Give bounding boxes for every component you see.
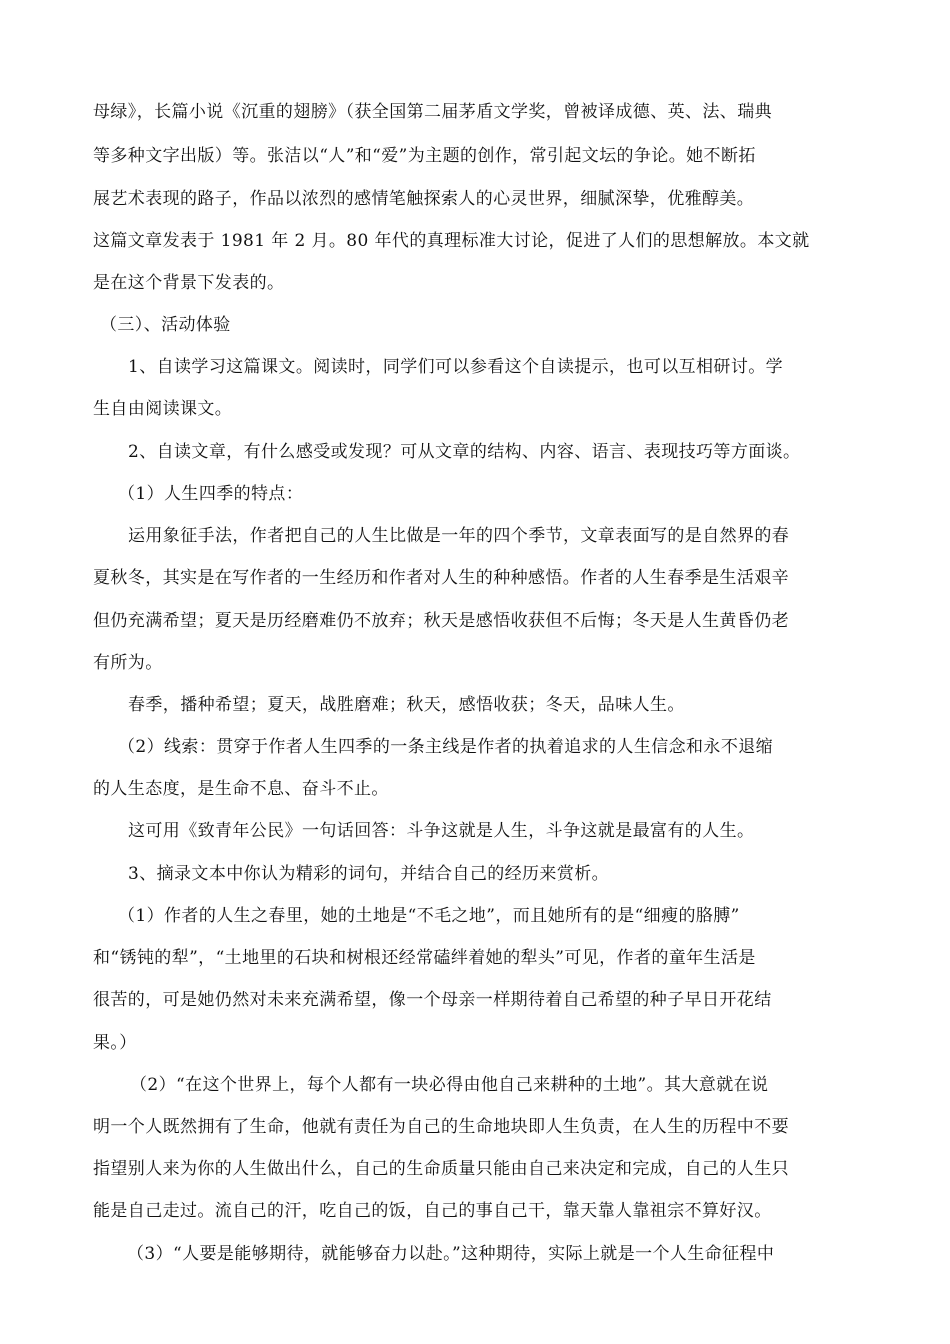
text-line: 有所为。	[93, 653, 163, 673]
text-line: 运用象征手法，作者把自己的人生比做是一年的四个季节，文章表面写的是自然界的春	[128, 526, 790, 546]
text-line: 展艺术表现的路子，作品以浓烈的感情笔触探索人的心灵世界，细腻深挚，优雅醇美。	[93, 189, 755, 209]
text-line: 春季，播种希望；夏天，战胜磨难；秋天，感悟收获；冬天，品味人生。	[128, 695, 685, 715]
text-line: （1）人生四季的特点：	[118, 484, 304, 504]
text-line: 明一个人既然拥有了生命，他就有责任为自己的生命地块即人生负责，在人生的历程中不要	[93, 1117, 789, 1137]
text-line: 但仍充满希望；夏天是历经磨难仍不放弃；秋天是感悟收获但不后悔；冬天是人生黄昏仍老	[93, 611, 789, 631]
text-line: 和“锈钝的犁”，“土地里的石块和树根还经常磕绊着她的犁头”可见，作者的童年生活是	[93, 948, 756, 968]
section-heading: （三）、活动体验	[100, 315, 231, 335]
text-line: 生自由阅读课文。	[93, 399, 233, 419]
text-line: 果。）	[93, 1033, 137, 1053]
text-line: 指望别人来为你的人生做出什么，自己的生命质量只能由自己来决定和完成，自己的人生只	[93, 1159, 789, 1179]
text-line: 这可用《致青年公民》一句话回答：斗争这就是人生，斗争这就是最富有的人生。	[128, 821, 755, 841]
text-line: 2、自读文章，有什么感受或发现？可从文章的结构、内容、语言、表现技巧等方面谈。	[128, 442, 801, 462]
text-line: 等多种文字出版）等。张洁以“人”和“爱”为主题的创作，常引起文坛的争论。她不断拓	[93, 146, 756, 166]
text-line: 这篇文章发表于 1981 年 2 月。80 年代的真理标准大讨论，促进了人们的思想解放。本文就	[93, 231, 810, 251]
text-line: （2）线索：贯穿于作者人生四季的一条主线是作者的执着追求的人生信念和永不退缩	[118, 737, 774, 757]
text-line: 很苦的，可是她仍然对未来充满希望，像一个母亲一样期待着自己希望的种子早日开花结	[93, 990, 772, 1010]
text-line: 的人生态度，是生命不息、奋斗不止。	[93, 779, 389, 799]
text-line: （1）作者的人生之春里，她的土地是“不毛之地”，而且她所有的是“细瘦的胳膊”	[118, 906, 740, 926]
text-line: 3、摘录文本中你认为精彩的词句，并结合自己的经历来赏析。	[128, 864, 610, 884]
text-line: 能是自己走过。流自己的汗，吃自己的饭，自己的事自己干，靠天靠人靠祖宗不算好汉。	[93, 1201, 772, 1221]
text-line: （2）“在这个世界上，每个人都有一块必得由他自己来耕种的土地”。其大意就在说	[130, 1075, 769, 1095]
text-line: 是在这个背景下发表的。	[93, 273, 285, 293]
text-line: （3）“人要是能够期待，就能够奋力以赴。”这种期待，实际上就是一个人生命征程中	[127, 1244, 775, 1264]
text-line: 1、自读学习这篇课文。阅读时，同学们可以参看这个自读提示，也可以互相研讨。学	[128, 357, 784, 377]
text-line: 母绿》，长篇小说《沉重的翅膀》（获全国第二届茅盾文学奖，曾被译成德、英、法、瑞典	[93, 102, 772, 122]
text-line: 夏秋冬，其实是在写作者的一生经历和作者对人生的种种感悟。作者的人生春季是生活艰辛	[93, 568, 789, 588]
